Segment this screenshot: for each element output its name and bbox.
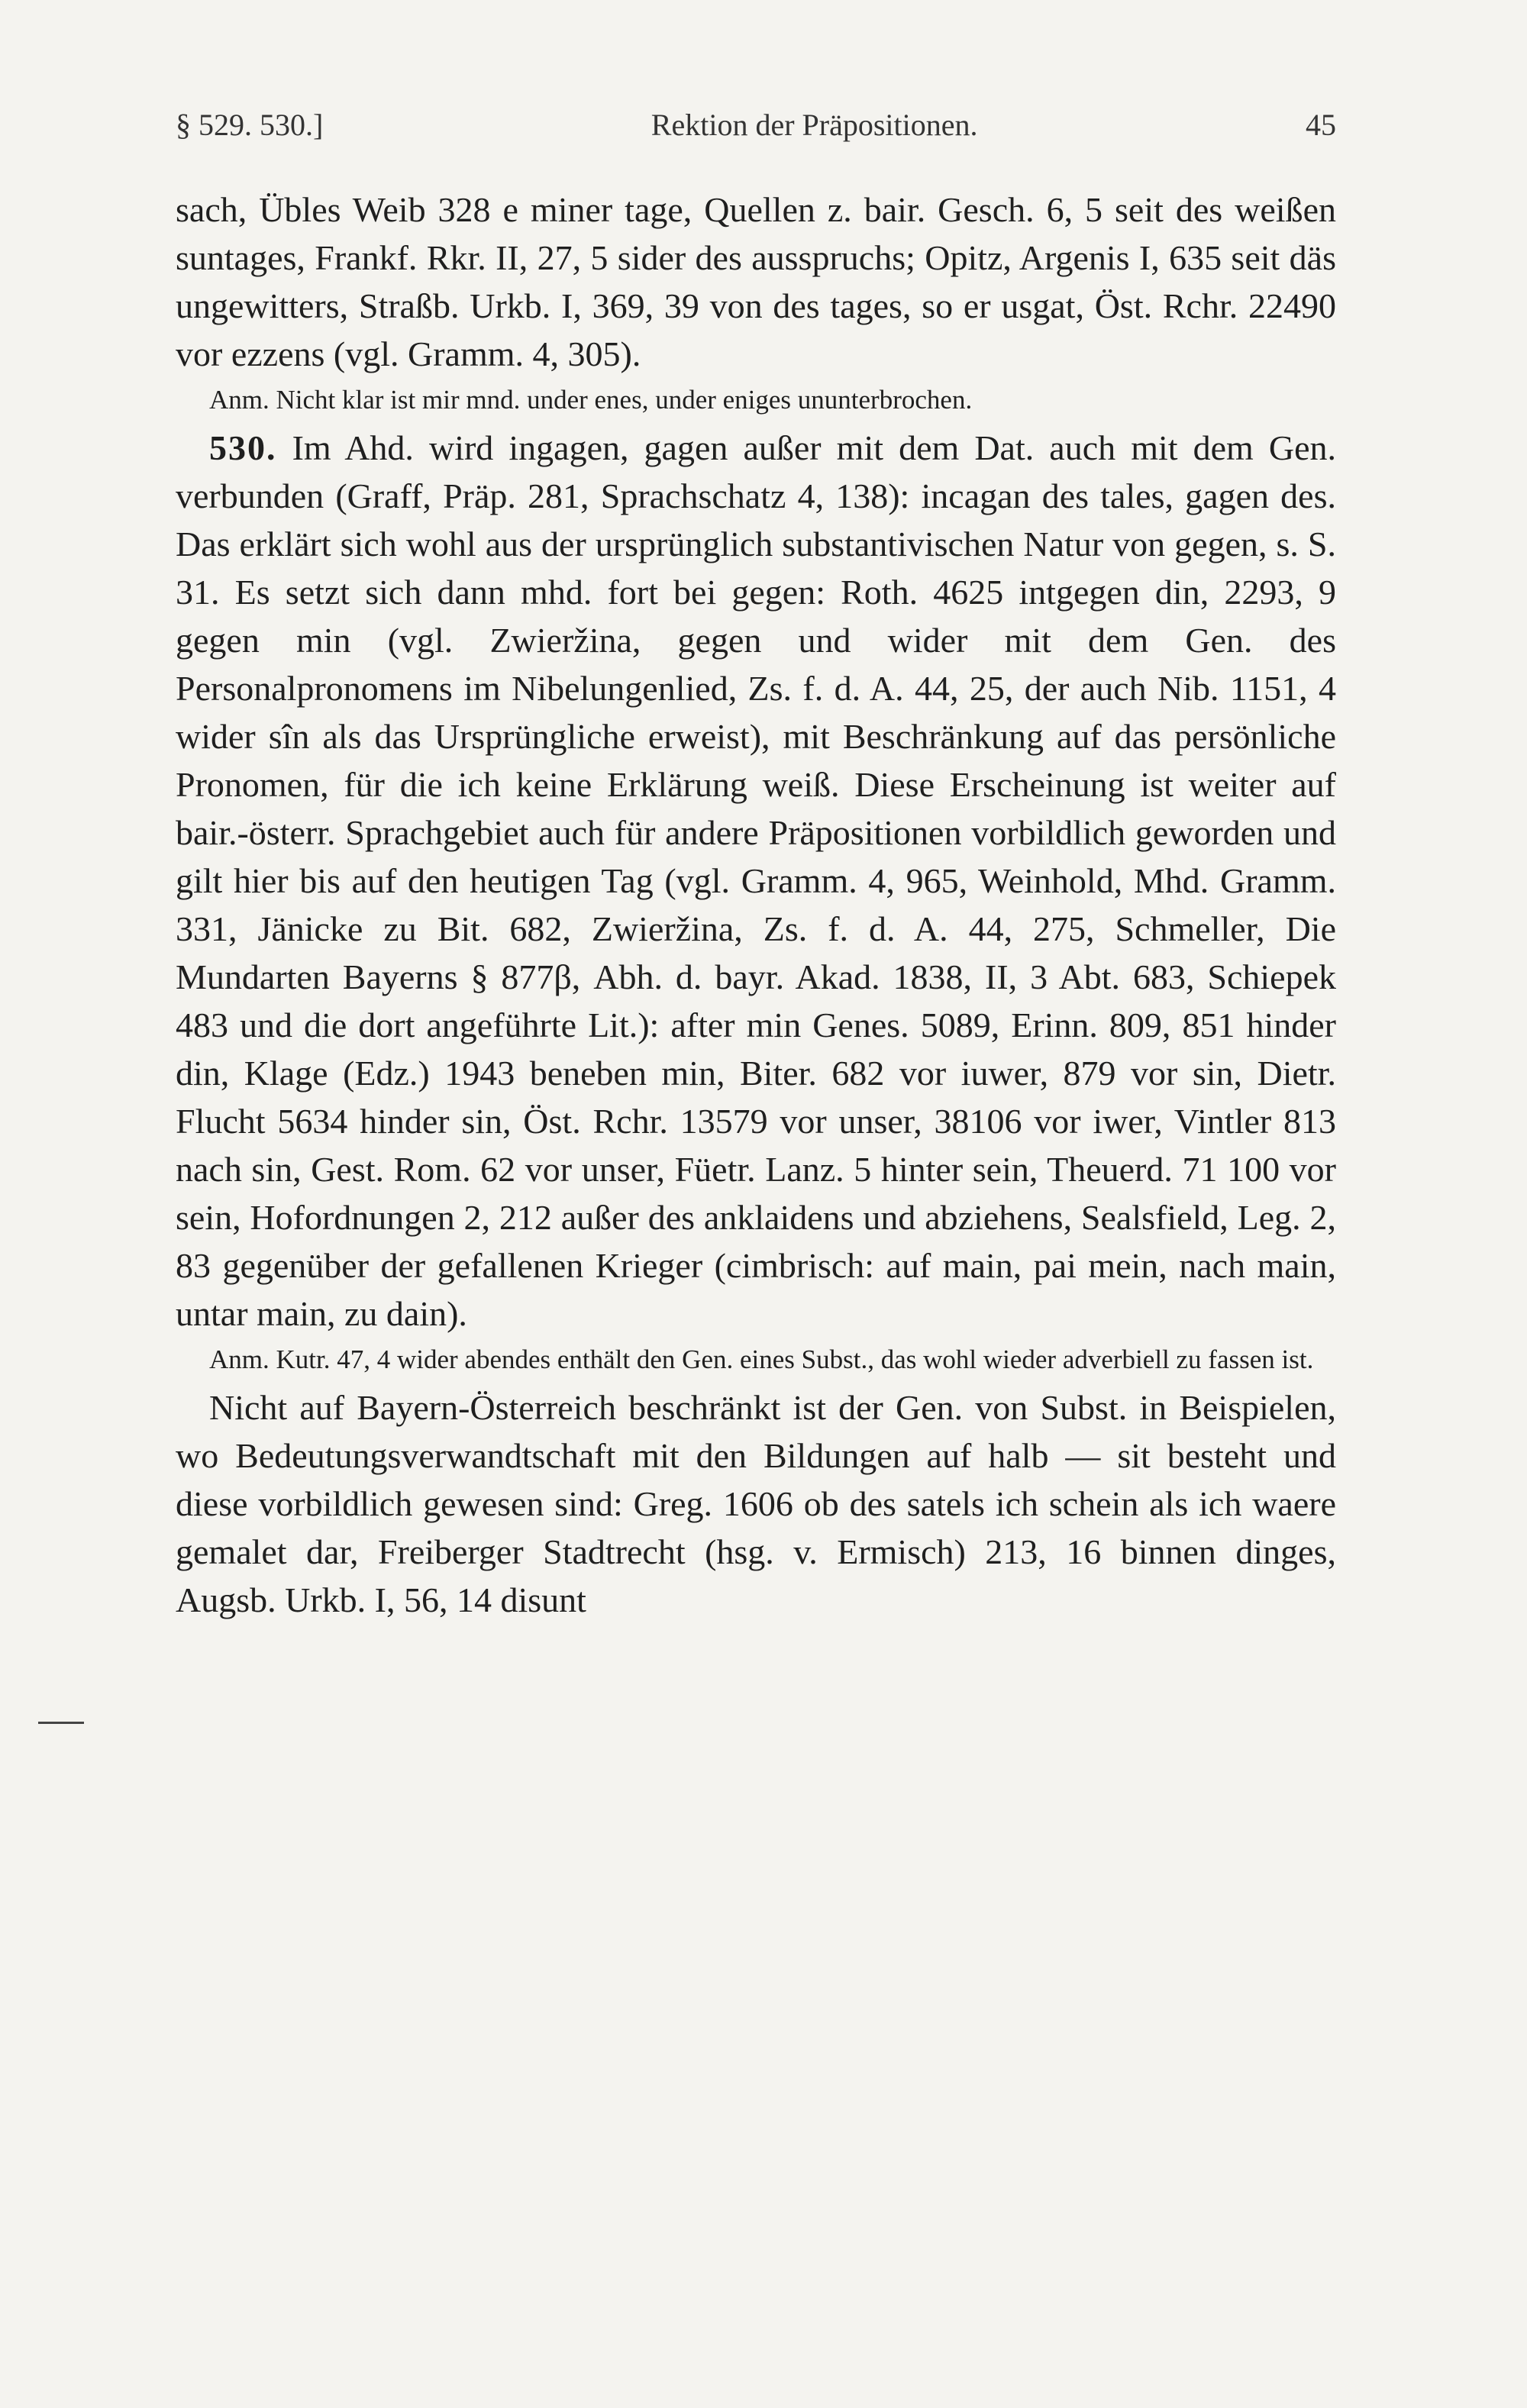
annotation-1: Anm. Nicht klar ist mir mnd. under enes, under eniges ununterbrochen. — [209, 385, 973, 415]
header-section-ref: § 529. 530.] — [176, 108, 324, 142]
page-number: 45 — [1306, 108, 1336, 142]
section-530 — [176, 424, 1336, 1338]
book-page — [176, 107, 1336, 1624]
running-header — [176, 107, 1336, 143]
paragraph-continuation: sach, Übles Weib 328 e miner tage, Quellen z. bair. Gesch. 6, 5 seit des weißen suntages, Frankf. Rkr. II, 27, 5 sider des ausspruchs; Opitz, Argenis I, 635 seit däs ungewitters, Straßb. Urkb. I, 369, 39 von des tages, so er usgat, Öst. Rchr. 22490 vor ezzens (vgl. Gramm. 4, 305). — [176, 190, 1336, 373]
margin-mark — [38, 1722, 84, 1724]
paragraph-3: Nicht auf Bayern-Österreich beschränkt ist der Gen. von Subst. in Beispielen, wo Bedeutungsverwandtschaft mit den Bildungen auf halb — sit besteht und diese vorbildlich gewesen sind: Greg. 1606 ob des satels ich schein als ich waere gemalet dar, Freiberger Stadtrecht (hsg. v. Ermisch) 213, 16 binnen dinges, Augsb. Urkb. I, 56, 14 disunt — [176, 1388, 1336, 1619]
annotation-2: Anm. Kutr. 47, 4 wider abendes enthält den Gen. eines Subst., das wohl wieder adverbiell zu fassen ist. — [209, 1344, 1314, 1374]
section-number: 530. — [209, 428, 277, 467]
section-530-text: Im Ahd. wird ingagen, gagen außer mit dem Dat. auch mit dem Gen. verbunden (Graff, Präp. 281, Sprachschatz 4, 138): incagan des tales, gagen des. Das erklärt sich wohl aus der ursprünglich substantivischen Natur von gegen, s. S. 31. Es setzt sich dann mhd. fort bei gegen: Roth. 4625 intgegen din, 2293, 9 gegen min (vgl. Zwieržina, gegen und wider mit dem Gen. des Personalpronomens im Nibelungenlied, Zs. f. d. A. 44, 25, der auch Nib. 1151, 4 wider sîn als das Ursprüngliche erweist), mit Beschränkung auf das persönliche Pronomen, für die ich keine Erklärung weiß. Diese Erscheinung ist weiter auf bair.-österr. Sprachgebiet auch für andere Präpositionen vorbildlich geworden und gilt hier bis auf den heutigen Tag (vgl. Gramm. 4, 965, Weinhold, Mhd. Gramm. 331, Jänicke zu Bit. 682, Zwieržina, Zs. f. d. A. 44, 275, Schmeller, Die Mundarten Bayerns § 877β, Abh. d. bayr. Akad. 1838, II, 3 Abt. 683, Schiepek 483 und die dort angeführte Lit.): after min Genes. 5089, Erinn. 809, 851 hinder din, Klage (Edz.) 1943 beneben min, Biter. 682 vor iuwer, 879 vor sin, Dietr. Flucht 5634 hinder sin, Öst. Rchr. 13579 vor unser, 38106 vor iwer, Vintler 813 nach sin, Gest. Rom. 62 vor unser, Füetr. Lanz. 5 hinter sein, Theuerd. 71 100 vor sein, Hofordnungen 2, 212 außer des anklaidens und abziehens, Sealsfield, Leg. 2, 83 gegenüber der gefallenen Krieger (cimbrisch: auf main, pai mein, nach main, untar main, zu dain). — [176, 428, 1337, 1333]
header-title: Rektion der Präpositionen. — [651, 108, 978, 142]
